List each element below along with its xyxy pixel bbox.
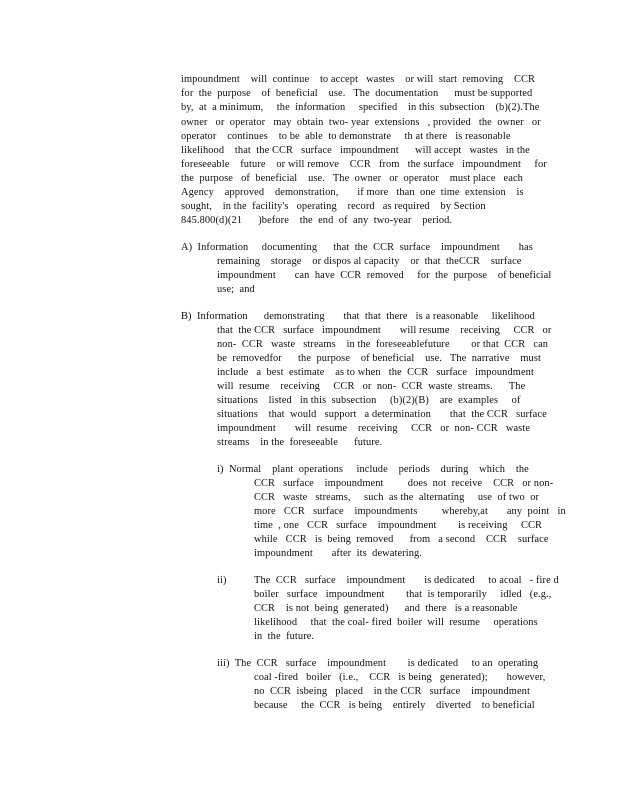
intro-line: by, at a minimum, the information specified in this subsection (b)(2).The	[181, 102, 540, 113]
item-a-line: remaining storage or dispos al capacity or that theCCR surface	[217, 256, 522, 267]
item-b-iii-line: no CCR isbeing placed in the CCR surface impoundment	[254, 686, 530, 697]
item-b-iii-line: because the CCR is being entirely diverted to beneficial	[254, 700, 535, 711]
item-b-line: situations that would support a determination that the CCR surface	[217, 409, 547, 420]
item-a-line: use; and	[217, 284, 255, 295]
item-b-i-line: time , one CCR surface impoundment is receiving CCR	[254, 520, 543, 531]
intro-line: owner or operator may obtain two- year extensions , provided the owner or	[181, 117, 541, 128]
intro-line: the purpose of beneficial use. The owner or operator must place each	[181, 173, 523, 184]
item-b-ii-line: boiler surface impoundment that is temporarily idled (e.g.,	[254, 589, 552, 600]
intro-line: for the purpose of beneficial use. The documentation must be supported	[181, 88, 533, 99]
item-b-i-line: i) Normal plant operations include periods during which the	[217, 464, 529, 475]
intro-line: likelihood that the CCR surface impoundment will accept wastes in the	[181, 145, 530, 156]
item-b-line: be removedfor the purpose of beneficial use. The narrative must	[217, 353, 541, 364]
item-b-ii-line: CCR is not being generated) and there is a reasonable	[254, 603, 518, 614]
item-b-line: situations listed in this subsection (b)(2)(B) are examples of	[217, 395, 521, 406]
item-b-iii-line: iii) The CCR surface impoundment is dedicated to an operating	[217, 658, 539, 669]
item-a-line: A) Information documenting that the CCR surface impoundment has	[181, 242, 533, 253]
item-b-ii-line: in the future.	[254, 631, 315, 642]
item-a-line: impoundment can have CCR removed for the purpose of beneficial	[217, 270, 552, 281]
item-b-i-line: CCR waste streams, such as the alternating use of two or	[254, 492, 540, 503]
intro-line: operator continues to be able to demonstrate th at there is reasonable	[181, 131, 511, 142]
item-b-iii-line: coal -fired boiler (i.e., CCR is being generated); however,	[254, 672, 546, 683]
item-b-line: that the CCR surface impoundment will resume receiving CCR or	[217, 325, 552, 336]
item-b-line: will resume receiving CCR or non- CCR waste streams. The	[217, 381, 526, 392]
item-b-line: B) Information demonstrating that that there is a reasonable likelihood	[181, 311, 535, 322]
item-b-i-line: impoundment after its dewatering.	[254, 548, 423, 559]
item-b-line: include a best estimate as to when the CCR surface impoundment	[217, 367, 534, 378]
item-b-i-line: while CCR is being removed from a second CCR surface	[254, 534, 549, 545]
item-b-line: impoundment will resume receiving CCR or non- CCR waste	[217, 423, 531, 434]
intro-line: sought, in the facility's operating record as required by Section	[181, 201, 486, 212]
item-b-line: streams in the foreseeable future.	[217, 437, 383, 448]
item-b-ii-label: ii)	[217, 575, 227, 586]
intro-line: Agency approved demonstration, if more than one time extension is	[181, 187, 524, 198]
item-b-ii-line: The CCR surface impoundment is dedicated to acoal - fire d	[254, 575, 559, 586]
intro-line: impoundment will continue to accept wastes or will start removing CCR	[181, 74, 536, 85]
item-b-i-line: more CCR surface impoundments whereby,at any point in	[254, 506, 566, 517]
item-b-i-line: CCR surface impoundment does not receive CCR or non-	[254, 478, 554, 489]
intro-line: 845.800(d)(21 )before the end of any two-year period.	[181, 215, 453, 226]
intro-line: foreseeable future or will remove CCR from the surface impoundment for	[181, 159, 547, 170]
item-b-line: non- CCR waste streams in the foreseeablefuture or that CCR can	[217, 339, 549, 350]
item-b-ii-line: likelihood that the coal- fired boiler will resume operations	[254, 617, 538, 628]
